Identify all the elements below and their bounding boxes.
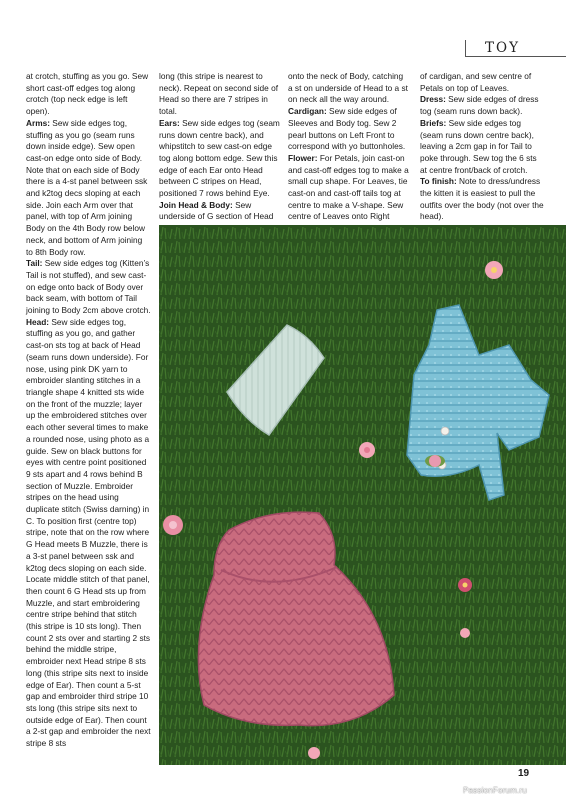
paragraph-heading: Cardigan: bbox=[288, 106, 327, 117]
text-column-1 bbox=[26, 71, 151, 750]
paragraph-body: of cardigan, and sew centre of Petals on top of Leaves. bbox=[420, 71, 532, 93]
paragraph-body: Sew side edges of Sleeves and Body tog. Sew 2 pearl buttons on Left Front to correspond with yo buttonholes. bbox=[288, 106, 406, 152]
paragraph-heading: To finish: bbox=[420, 176, 457, 187]
paragraph bbox=[159, 200, 281, 223]
paragraph-body: long (this stripe is nearest to neck). Repeat on second side of Head so there are 7 stripes in total. bbox=[159, 71, 278, 117]
paragraph-body: onto the neck of Body, catching a st on underside of Head to a st on neck all the way around. bbox=[288, 71, 408, 105]
paragraph-body: Sew side edges tog (seam runs down centre back), and whipstitch to sew cast-on edge tog along bottom edge. Sew this edge of each Ear onto Head between C stripes on Head, positioned 7 rows behind Eye. bbox=[159, 117, 280, 199]
paragraph-heading: Head: bbox=[26, 316, 50, 327]
paragraph-heading: Ears: bbox=[159, 117, 180, 128]
paragraph-body: at crotch, stuffing as you go. Sew short cast-off edges tog along crotch (top neck edge is left open). bbox=[26, 71, 149, 117]
paragraph-body: For Petals, join cast-on and cast-off edges tog to make a small cup shape. For Leaves, tie cast-on and cast-off tails tog at centre to make a V-shape. Sew centre of Leaves onto Right bbox=[288, 152, 409, 222]
text-column-3 bbox=[288, 71, 410, 235]
watermark: PassionForum.ru bbox=[463, 786, 527, 795]
paragraph-body: Sew side edges tog, stuffing as you go (seam runs down inside edge). Sew open cast-on edge onto side of Body. Note that on each side of Body there is a 4-st panel between ssk and k2tog decs sloping at each side. Join each Arm over that panel, with top of Arm joining Body on the 4th Body row below neck, and bottom of Arm joining to 8th Body row. bbox=[26, 117, 148, 257]
photo-illustration bbox=[159, 225, 566, 765]
paragraph bbox=[420, 118, 545, 177]
knitted-outfits-photo bbox=[159, 225, 566, 765]
paragraph bbox=[288, 106, 410, 153]
paragraph bbox=[288, 71, 410, 106]
paragraph bbox=[420, 71, 545, 94]
paragraph bbox=[288, 153, 410, 235]
header-divider-line bbox=[465, 56, 566, 57]
paragraph-body: Sew side edges tog (Kitten’s Tail is not stuffed), and sew cast-on edge onto back of Body over back seam, with bottom of Tail joining to Body 2cm above crotch. bbox=[26, 258, 151, 316]
paragraph-heading: Join Head & Body: bbox=[159, 199, 233, 210]
paragraph bbox=[26, 317, 151, 750]
paragraph-heading: Briefs: bbox=[420, 117, 447, 128]
paragraph bbox=[26, 118, 151, 258]
text-column-2 bbox=[159, 71, 281, 223]
paragraph-body: Sew side edges tog, stuffing as you go, and gather cast-on sts tog at back of Head (seam runs down underside). For nose, using pink DK yarn to embroider slanting stitches in a triangle shape 4 knitted sts wide on the front of the muzzle; layer up the embroidered stitches over each other several times to make a rounded nose, using photo as a guide. Sew on black buttons for eyes with centre point positioned 9 sts apart and 4 rows behind B section of Muzzle. Embroider stripes on the head using duplicate stitch (Swiss darning) in C. To position first (centre top) stripe, note that on the row where G Head meets B Muzzle, there is a 3-st panel between ssk and k2tog decs sloping on each side. Locate middle stitch of that panel, then count 6 G Head sts up from Muzzle, and start embroidering centre stripe behind that stitch (this stripe is 10 sts long). Then count 2 sts over and starting 2 sts behind the middle stripe, embroider next Head stripe 8 sts long (this stripe sits next to inside edge of Ear). Then count a 5-st gap and embroider third stripe 10 sts long (this stripe sits next to outside edge of Ear). Then count a 2-st gap and embroider the next stripe 8 sts bbox=[26, 316, 151, 749]
paragraph-body: Sew side edges tog (seam runs down centre back), leaving a 2cm gap in for Tail to poke through. Sew tog the 6 sts at centre front/back of crotch. bbox=[420, 117, 537, 175]
paragraph-body: Note to dress/undress the kitten it is easiest to pull the outfits over the body (not over the head). bbox=[420, 176, 544, 222]
paragraph bbox=[420, 176, 545, 223]
paragraph bbox=[26, 71, 151, 118]
paragraph-heading: Flower: bbox=[288, 152, 318, 163]
paragraph-body: Sew side edges of dress tog (seam runs down back). bbox=[420, 94, 539, 117]
paragraph-body: Sew underside of G section of Head bbox=[159, 199, 274, 222]
paragraph bbox=[159, 71, 281, 118]
paragraph-heading: Dress: bbox=[420, 94, 446, 105]
paragraph-heading: Tail: bbox=[26, 258, 43, 269]
header-divider-tick bbox=[465, 40, 466, 57]
paragraph bbox=[26, 258, 151, 317]
paragraph bbox=[420, 94, 545, 117]
paragraph bbox=[159, 118, 281, 200]
cardigan-flower bbox=[425, 455, 445, 467]
page-number: 19 bbox=[518, 768, 530, 779]
text-column-4 bbox=[420, 71, 545, 223]
paragraph-heading: Arms: bbox=[26, 117, 50, 128]
section-tag: TOY bbox=[485, 40, 520, 56]
